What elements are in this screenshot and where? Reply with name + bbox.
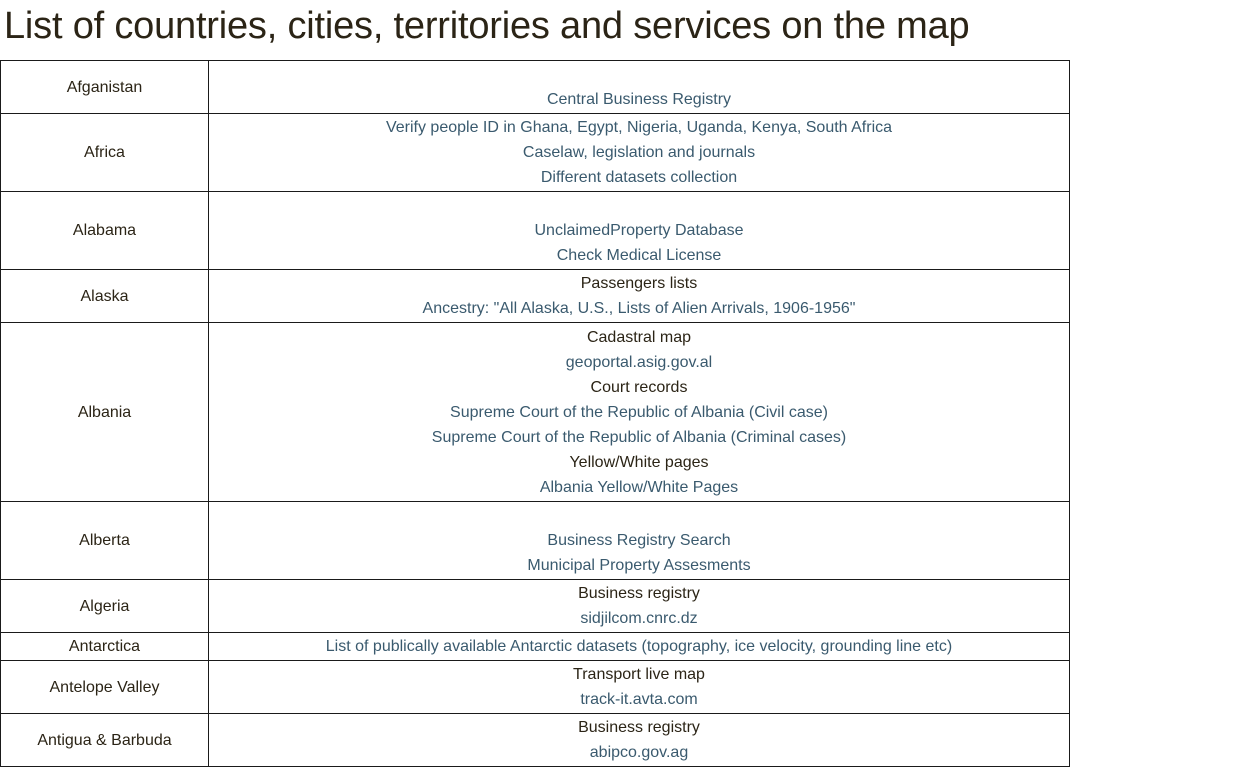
- service-link[interactable]: Check Medical License: [556, 247, 722, 264]
- service-link[interactable]: Central Business Registry: [546, 91, 732, 108]
- services-cell: [209, 114, 1070, 192]
- table-row: [1, 714, 1070, 767]
- service-link[interactable]: UnclaimedProperty Database: [534, 222, 744, 239]
- region-name: Africa: [1, 114, 209, 192]
- service-link[interactable]: Supreme Court of the Republic of Albania (Criminal cases): [431, 428, 847, 446]
- service-category-heading: Transport live map: [573, 666, 705, 683]
- service-category-heading: Business registry: [578, 719, 700, 736]
- service-link[interactable]: Verify people ID in Ghana, Egypt, Nigeria, Uganda, Kenya, South Africa: [385, 119, 893, 136]
- table-row: [1, 580, 1070, 633]
- table-row: [1, 270, 1070, 323]
- services-cell: [209, 502, 1070, 580]
- region-name: Alberta: [1, 502, 209, 580]
- services-cell: [209, 192, 1070, 270]
- table-row: [1, 114, 1070, 192]
- service-link[interactable]: Municipal Property Assesments: [527, 557, 751, 574]
- services-table: [0, 60, 1070, 767]
- service-link[interactable]: Albania Yellow/White Pages: [539, 478, 739, 496]
- services-cell: [209, 270, 1070, 323]
- service-link[interactable]: Supreme Court of the Republic of Albania (Civil case): [450, 403, 828, 421]
- page-title: List of countries, cities, territories and services on the map: [4, 5, 970, 47]
- spacer-line: [209, 503, 1069, 528]
- spacer-line: [209, 62, 1069, 87]
- region-name: Algeria: [1, 580, 209, 633]
- services-cell: [209, 661, 1070, 714]
- service-link[interactable]: geoportal.asig.gov.al: [565, 353, 713, 371]
- region-name: Afganistan: [1, 61, 209, 114]
- region-name: Albania: [1, 323, 209, 502]
- services-cell: [209, 323, 1070, 502]
- region-name: Antarctica: [1, 633, 209, 661]
- services-cell: [209, 61, 1070, 114]
- service-link[interactable]: abipco.gov.ag: [589, 744, 689, 761]
- services-table-body: [1, 61, 1070, 767]
- service-link[interactable]: Ancestry: "All Alaska, U.S., Lists of Alien Arrivals, 1906-1956": [422, 300, 856, 317]
- service-category-heading: Court records: [590, 378, 688, 396]
- region-name: Antelope Valley: [1, 661, 209, 714]
- service-link[interactable]: sidjilcom.cnrc.dz: [580, 610, 698, 627]
- service-link[interactable]: List of publically available Antarctic datasets (topography, ice velocity, grounding line etc): [325, 638, 953, 655]
- table-row: [1, 633, 1070, 661]
- region-name: Alaska: [1, 270, 209, 323]
- spacer-line: [209, 193, 1069, 218]
- service-link[interactable]: Business Registry Search: [547, 532, 731, 549]
- service-category-heading: Passengers lists: [580, 275, 698, 292]
- service-category-heading: Yellow/White pages: [569, 453, 709, 471]
- services-cell: [209, 580, 1070, 633]
- table-row: [1, 323, 1070, 502]
- service-link[interactable]: track-it.avta.com: [580, 691, 698, 708]
- table-row: [1, 661, 1070, 714]
- region-name: Antigua & Barbuda: [1, 714, 209, 767]
- service-link[interactable]: Different datasets collection: [540, 169, 738, 186]
- table-row: [1, 192, 1070, 270]
- service-category-heading: Business registry: [578, 585, 700, 602]
- service-link[interactable]: Caselaw, legislation and journals: [522, 144, 756, 161]
- table-row: [1, 61, 1070, 114]
- services-cell: [209, 714, 1070, 767]
- table-row: [1, 502, 1070, 580]
- service-category-heading: Cadastral map: [586, 328, 692, 346]
- region-name: Alabama: [1, 192, 209, 270]
- services-cell: [209, 633, 1070, 661]
